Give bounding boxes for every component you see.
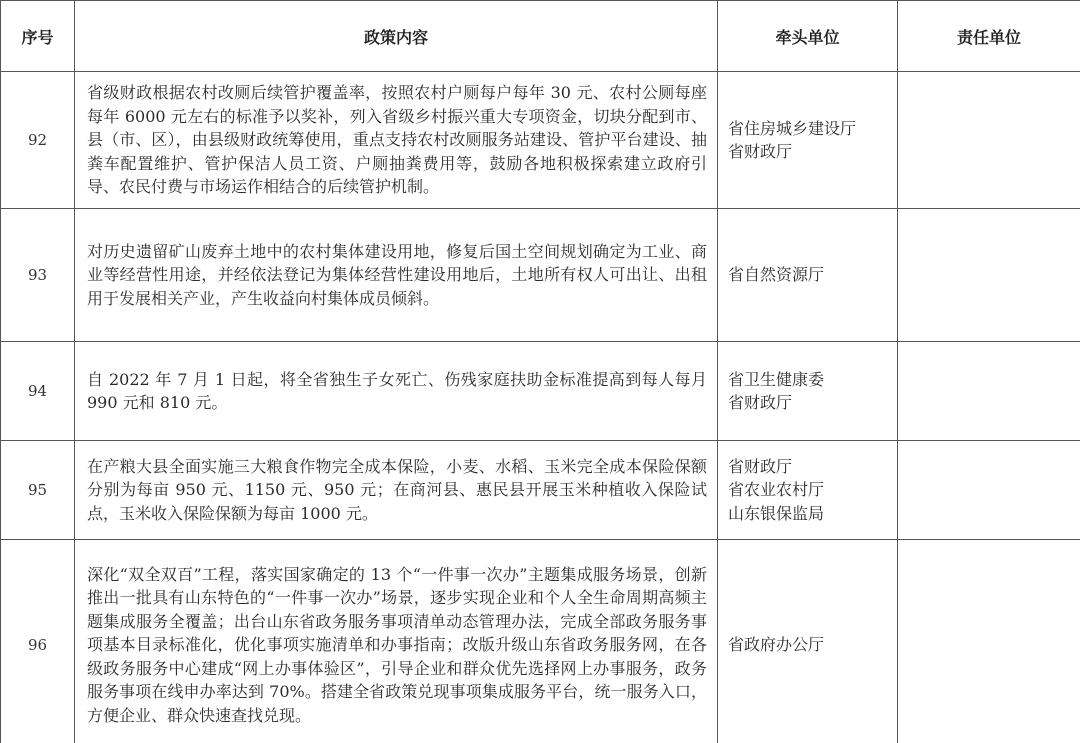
lead-unit-name: 省政府办公厅 — [728, 635, 825, 655]
header-responsible-unit: 责任单位 — [898, 1, 1080, 72]
policy-content: 省级财政根据农村改厕后续管护覆盖率，按照农村户厕每户每年 30 元、农村公厕每座每年 6000 元左右的标准予以奖补，列入省级乡村振兴重大专项资金，切块分配到市、县（市、区），由县级财政统筹使用，重点支持农村改厕服务站建设、管护平台建设、抽粪车配置维护、管护保洁人员工资、户厕抽粪费用等，鼓励各地积极探索建立政府引导、农民付费与市场运作相结合的后续管护机制。 — [75, 72, 718, 209]
header-lead-unit: 牵头单位 — [718, 1, 898, 72]
row-number: 96 — [1, 540, 75, 743]
policy-content: 在产粮大县全面实施三大粮食作物完全成本保险，小麦、水稻、玉米完全成本保险保额分别为每亩 950 元、1150 元、950 元；在商河县、惠民县开展玉米种植收入保险试点，玉米收入保险保额为每亩 1000 元。 — [75, 441, 718, 540]
lead-unit-name: 省农业农村厅 — [728, 480, 825, 500]
row-number: 95 — [1, 441, 75, 540]
lead-unit — [718, 209, 898, 342]
policy-content: 深化“双全双百”工程，落实国家确定的 13 个“一件事一次办”主题集成服务场景，创新推出一批具有山东特色的“一件事一次办”场景，逐步实现企业和个人全生命周期高频主题集成服务全覆盖；出台山东省政务服务事项清单动态管理办法，完成全部政务服务事项基本目录标准化，优化事项实施清单和办事指南；改版升级山东省政务服务网，在各级政务服务中心建成“网上办事体验区”，引导企业和群众优先选择网上办事服务，政务服务事项在线申办率达到 70%。搭建全省政策兑现事项集成服务平台，统一服务入口，方便企业、群众快速查找兑现。 — [75, 540, 718, 743]
responsible-unit — [898, 72, 1080, 209]
lead-unit-name: 山东银保监局 — [728, 503, 825, 523]
table-row — [1, 209, 1080, 342]
responsible-unit — [898, 540, 1080, 743]
lead-unit-name: 省财政厅 — [728, 393, 793, 412]
lead-unit-name: 省住房城乡建设厅 — [728, 118, 857, 138]
table-row — [1, 72, 1080, 209]
table-header-row — [1, 1, 1080, 72]
lead-unit-name: 省财政厅 — [728, 142, 793, 161]
header-content: 政策内容 — [75, 1, 718, 72]
row-number: 92 — [1, 72, 75, 209]
lead-unit-name: 省财政厅 — [728, 456, 793, 476]
policy-content: 对历史遗留矿山废弃土地中的农村集体建设用地，修复后国土空间规划确定为工业、商业等经营性用途，并经依法登记为集体经营性建设用地后，土地所有权人可出让、出租用于发展相关产业，产生收益向村集体成员倾斜。 — [75, 209, 718, 342]
lead-unit — [718, 441, 898, 540]
lead-unit-name: 省自然资源厅 — [728, 265, 825, 285]
header-no: 序号 — [1, 1, 75, 72]
responsible-unit — [898, 209, 1080, 342]
row-number: 93 — [1, 209, 75, 342]
responsible-unit — [898, 441, 1080, 540]
table-row — [1, 441, 1080, 540]
policy-content: 自 2022 年 7 月 1 日起，将全省独生子女死亡、伤残家庭扶助金标准提高到每人每月 990 元和 810 元。 — [75, 342, 718, 441]
table-row — [1, 540, 1080, 743]
lead-unit — [718, 72, 898, 209]
row-number: 94 — [1, 342, 75, 441]
lead-unit — [718, 540, 898, 743]
lead-unit-name: 省卫生健康委 — [728, 369, 825, 389]
lead-unit — [718, 342, 898, 441]
table-row — [1, 342, 1080, 441]
responsible-unit — [898, 342, 1080, 441]
